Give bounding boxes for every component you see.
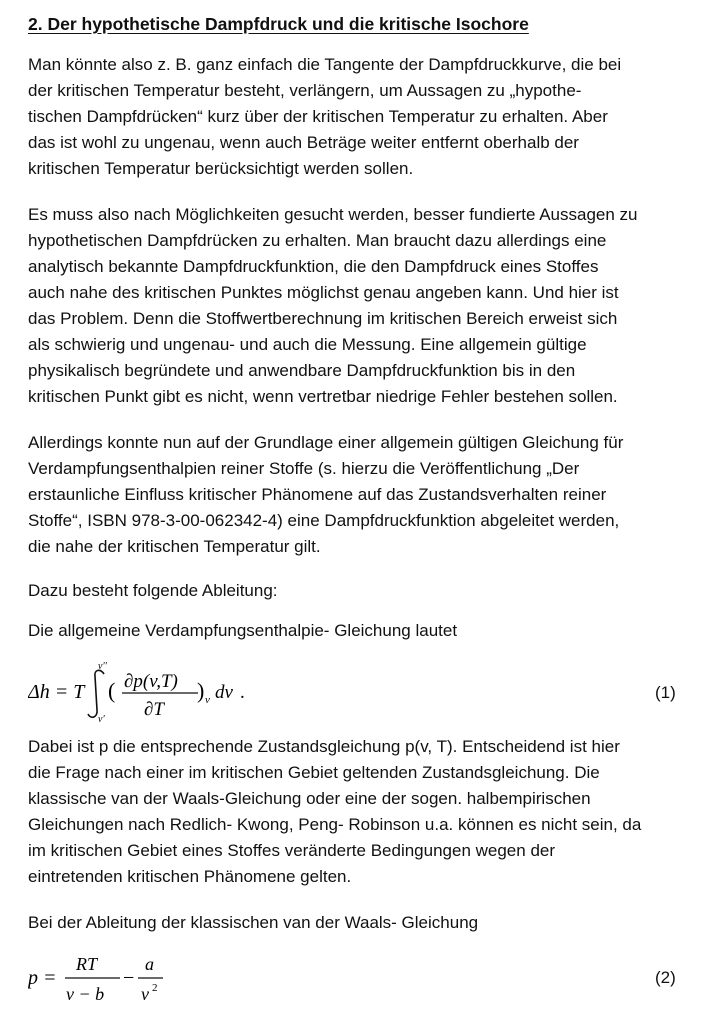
- text-line: Man könnte also z. B. ganz einfach die Tangente der Dampfdruckkurve, die bei: [28, 55, 622, 74]
- text-line: Verdampfungsenthalpien reiner Stoffe (s. hierzu die Veröffentlichung „Der: [28, 459, 580, 478]
- equation-2: [28, 950, 208, 1016]
- paragraph-5: [28, 618, 700, 644]
- text-line: Es muss also nach Möglichkeiten gesucht werden, besser fundierte Aussagen zu: [28, 205, 638, 224]
- text-line: erstaunliche Einfluss kritischer Phänomene auf das Zustandsverhalten reiner: [28, 485, 607, 504]
- eq2-frac2-exponent: 2: [152, 982, 158, 994]
- text-line: Stoffe“, ISBN 978-3-00-062342-4) eine Dampfdruckfunktion abgeleitet werden,: [28, 511, 620, 530]
- text-line: Bei der Ableitung der klassischen van der Waals- Gleichung: [28, 913, 479, 932]
- text-line: die nahe der kritischen Temperatur gilt.: [28, 537, 321, 556]
- paragraph-2: [28, 202, 700, 410]
- eq1-numerator: ∂p(v,T): [124, 671, 178, 692]
- text-line: die Frage nach einer im kritischen Gebiet geltenden Zustandsgleichung. Die: [28, 763, 600, 782]
- text-line: das ist wohl zu ungenau, wenn auch Beträge weiter entfernt oberhalb der: [28, 133, 579, 152]
- text-line: hypothetischen Dampfdrücken zu erhalten. Man braucht dazu allerdings eine: [28, 231, 607, 250]
- text-line: das Problem. Denn die Stoffwertberechnung im kritischen Bereich erweist sich: [28, 309, 618, 328]
- integral-sign: [88, 670, 104, 717]
- paragraph-6: [28, 734, 700, 890]
- eq1-upper-limit: v'': [98, 661, 107, 672]
- text-line: der kritischen Temperatur besteht, verlängern, um Aussagen zu „hypothe-: [28, 81, 582, 100]
- eq1-subscript: v: [205, 694, 210, 706]
- text-line: klassische van der Waals-Gleichung oder eine der sogen. halbempirischen: [28, 789, 591, 808]
- text-line: physikalisch begründete und anwendbare Dampfdruckfunktion bis in den: [28, 361, 576, 380]
- text-line: analytisch bekannte Dampfdruckfunktion, die den Dampfdruck eines Stoffes: [28, 257, 599, 276]
- eq1-lower-limit: v': [98, 714, 105, 725]
- eq1-close-paren: ): [197, 678, 205, 703]
- paragraph-1: [28, 52, 700, 182]
- text-line: eintretenden kritischen Phänomene gelten.: [28, 867, 352, 886]
- text-line: kritischen Punkt gibt es nicht, wenn vertretbar niedrige Fehler bestehen sollen.: [28, 387, 618, 406]
- paragraph-3: [28, 430, 700, 560]
- text-line: Dabei ist p die entsprechende Zustandsgleichung p(v, T). Entscheidend ist hier: [28, 737, 620, 756]
- text-line: im kritischen Gebiet eines Stoffes veränderte Bedingungen wegen der: [28, 841, 556, 860]
- section-heading: 2. Der hypothetische Dampfdruck und die kritische Isochore: [28, 14, 529, 34]
- text-line: Gleichungen nach Redlich- Kwong, Peng- Robinson u.a. können es nicht sein, da: [28, 815, 642, 834]
- equation-1-number: (1): [655, 683, 676, 702]
- text-line: auch nahe des kritischen Punktes möglichst genau angeben kann. Und hier ist: [28, 283, 619, 302]
- text-line: tischen Dampfdrücken“ kurz über der kritischen Temperatur zu erhalten. Aber: [28, 107, 608, 126]
- eq1-open-paren: (: [108, 678, 116, 703]
- text-line: Allerdings konnte nun auf der Grundlage einer allgemein gültigen Gleichung für: [28, 433, 624, 452]
- equation-1: [28, 660, 328, 730]
- equation-2-number: (2): [655, 968, 676, 987]
- eq1-lhs: Δh = T: [28, 681, 85, 703]
- eq2-frac1-numerator: RT: [76, 954, 98, 974]
- paragraph-7: [28, 910, 700, 936]
- eq2-lhs: p =: [28, 967, 57, 989]
- text-line: Dazu besteht folgende Ableitung:: [28, 581, 278, 600]
- text-line: kritischen Temperatur berücksichtigt werden sollen.: [28, 159, 414, 178]
- text-line: Die allgemeine Verdampfungsenthalpie- Gleichung lautet: [28, 621, 458, 640]
- eq1-denominator: ∂T: [144, 699, 164, 720]
- paragraph-4: [28, 578, 700, 604]
- eq2-frac1-denominator: v − b: [66, 984, 105, 1004]
- eq2-minus: −: [123, 967, 135, 989]
- eq2-frac2-numerator: a: [145, 954, 154, 974]
- eq2-frac2-denominator: v: [141, 984, 149, 1004]
- eq1-differential: dv: [215, 682, 233, 703]
- eq1-trailing: .: [240, 682, 245, 703]
- text-line: als schwierig und ungenau- und auch die Messung. Eine allgemein gültige: [28, 335, 587, 354]
